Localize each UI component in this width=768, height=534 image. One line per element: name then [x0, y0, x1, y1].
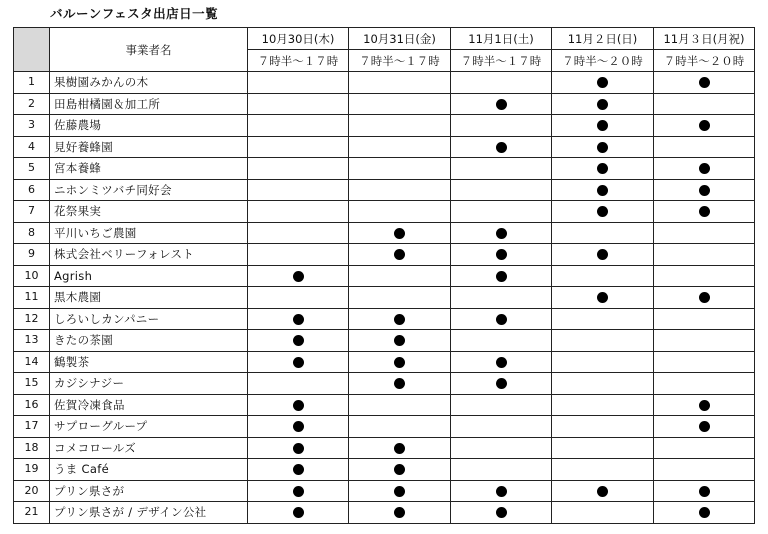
attendance-cell — [654, 308, 755, 330]
vendor-name: ニホンミツバチ同好会 — [50, 179, 248, 201]
attendance-dot-icon — [394, 378, 405, 389]
row-number: 16 — [14, 394, 50, 416]
table-row — [14, 158, 755, 180]
row-number: 14 — [14, 351, 50, 373]
attendance-dot-icon — [496, 271, 507, 282]
name-column-header: 事業者名 — [50, 28, 248, 72]
attendance-cell — [552, 459, 654, 481]
attendance-dot-icon — [597, 292, 608, 303]
vendor-name: 見好養蜂園 — [50, 136, 248, 158]
attendance-cell — [654, 416, 755, 438]
attendance-cell — [451, 416, 552, 438]
attendance-dot-icon — [293, 335, 304, 346]
attendance-cell — [451, 222, 552, 244]
attendance-cell — [552, 179, 654, 201]
attendance-cell — [349, 394, 451, 416]
attendance-cell — [248, 437, 349, 459]
attendance-cell — [654, 72, 755, 94]
attendance-cell — [248, 416, 349, 438]
row-number: 9 — [14, 244, 50, 266]
attendance-dot-icon — [293, 357, 304, 368]
attendance-cell — [552, 136, 654, 158]
row-number: 15 — [14, 373, 50, 395]
attendance-dot-icon — [496, 142, 507, 153]
attendance-dot-icon — [394, 507, 405, 518]
attendance-cell — [248, 136, 349, 158]
attendance-cell — [349, 222, 451, 244]
attendance-cell — [248, 222, 349, 244]
row-number: 13 — [14, 330, 50, 352]
attendance-dot-icon — [699, 400, 710, 411]
attendance-cell — [349, 115, 451, 137]
attendance-cell — [552, 351, 654, 373]
table-row — [14, 72, 755, 94]
attendance-dot-icon — [597, 249, 608, 260]
attendance-cell — [552, 394, 654, 416]
attendance-cell — [654, 115, 755, 137]
row-number: 18 — [14, 437, 50, 459]
attendance-cell — [552, 437, 654, 459]
row-number: 10 — [14, 265, 50, 287]
attendance-cell — [654, 136, 755, 158]
row-number: 12 — [14, 308, 50, 330]
row-number: 1 — [14, 72, 50, 94]
attendance-dot-icon — [597, 206, 608, 217]
attendance-dot-icon — [496, 378, 507, 389]
attendance-cell — [349, 351, 451, 373]
attendance-dot-icon — [394, 249, 405, 260]
row-number: 2 — [14, 93, 50, 115]
table-row — [14, 179, 755, 201]
attendance-dot-icon — [293, 421, 304, 432]
attendance-cell — [552, 72, 654, 94]
vendor-name: 佐藤農場 — [50, 115, 248, 137]
attendance-cell — [552, 502, 654, 524]
header-row — [14, 28, 755, 50]
day-hours-header: ７時半～１７時 — [349, 50, 451, 72]
attendance-cell — [654, 244, 755, 266]
attendance-cell — [248, 93, 349, 115]
attendance-cell — [552, 416, 654, 438]
attendance-cell — [248, 287, 349, 309]
attendance-dot-icon — [394, 443, 405, 454]
table-row — [14, 459, 755, 481]
attendance-cell — [451, 394, 552, 416]
attendance-dot-icon — [496, 357, 507, 368]
attendance-cell — [654, 201, 755, 223]
table-row — [14, 244, 755, 266]
attendance-dot-icon — [293, 314, 304, 325]
attendance-cell — [552, 330, 654, 352]
row-number: 5 — [14, 158, 50, 180]
attendance-dot-icon — [699, 77, 710, 88]
table-row — [14, 222, 755, 244]
attendance-cell — [654, 459, 755, 481]
table-row — [14, 502, 755, 524]
vendor-name: カジシナジー — [50, 373, 248, 395]
row-number: 7 — [14, 201, 50, 223]
vendor-name: 鶴製茶 — [50, 351, 248, 373]
day-date-header: 11月２日(日) — [552, 28, 654, 50]
attendance-cell — [248, 351, 349, 373]
attendance-dot-icon — [496, 486, 507, 497]
vendor-name: しろいしカンパニー — [50, 308, 248, 330]
attendance-cell — [552, 308, 654, 330]
attendance-dot-icon — [293, 400, 304, 411]
attendance-cell — [451, 72, 552, 94]
attendance-cell — [349, 287, 451, 309]
table-row — [14, 480, 755, 502]
attendance-cell — [451, 179, 552, 201]
attendance-cell — [654, 330, 755, 352]
attendance-dot-icon — [394, 228, 405, 239]
day-hours-header: ７時半～２０時 — [654, 50, 755, 72]
vendor-name: サプローグループ — [50, 416, 248, 438]
attendance-dot-icon — [597, 120, 608, 131]
attendance-dot-icon — [496, 99, 507, 110]
day-date-header: 11月1日(土) — [451, 28, 552, 50]
attendance-dot-icon — [293, 443, 304, 454]
attendance-cell — [349, 373, 451, 395]
attendance-cell — [552, 222, 654, 244]
vendor-name: プリン県さが — [50, 480, 248, 502]
row-number: 3 — [14, 115, 50, 137]
table-row — [14, 351, 755, 373]
attendance-cell — [248, 244, 349, 266]
attendance-cell — [349, 158, 451, 180]
attendance-cell — [451, 201, 552, 223]
attendance-cell — [654, 265, 755, 287]
attendance-dot-icon — [293, 271, 304, 282]
attendance-dot-icon — [496, 314, 507, 325]
attendance-cell — [451, 330, 552, 352]
day-hours-header: ７時半～１７時 — [451, 50, 552, 72]
attendance-dot-icon — [597, 163, 608, 174]
day-date-header: 10月30日(木) — [248, 28, 349, 50]
attendance-dot-icon — [597, 99, 608, 110]
attendance-cell — [451, 373, 552, 395]
attendance-cell — [248, 480, 349, 502]
vendor-name: 田島柑橘園＆加工所 — [50, 93, 248, 115]
attendance-cell — [349, 201, 451, 223]
attendance-cell — [552, 373, 654, 395]
table-row — [14, 330, 755, 352]
vendor-name: 株式会社ベリーフォレスト — [50, 244, 248, 266]
attendance-dot-icon — [597, 142, 608, 153]
attendance-cell — [451, 136, 552, 158]
attendance-cell — [248, 502, 349, 524]
attendance-cell — [654, 158, 755, 180]
attendance-cell — [349, 179, 451, 201]
table-row — [14, 437, 755, 459]
vendor-name: 佐賀冷凍食品 — [50, 394, 248, 416]
attendance-cell — [654, 502, 755, 524]
attendance-dot-icon — [496, 228, 507, 239]
attendance-dot-icon — [699, 421, 710, 432]
attendance-cell — [654, 222, 755, 244]
attendance-cell — [451, 308, 552, 330]
table-row — [14, 373, 755, 395]
attendance-cell — [451, 265, 552, 287]
attendance-dot-icon — [597, 77, 608, 88]
attendance-cell — [248, 373, 349, 395]
attendance-cell — [654, 93, 755, 115]
attendance-cell — [451, 502, 552, 524]
attendance-cell — [451, 287, 552, 309]
table-row — [14, 287, 755, 309]
attendance-cell — [552, 201, 654, 223]
attendance-cell — [248, 308, 349, 330]
vendor-name: プリン県さが / デザイン公社 — [50, 502, 248, 524]
day-hours-header: ７時半～２０時 — [552, 50, 654, 72]
row-number: 17 — [14, 416, 50, 438]
attendance-cell — [349, 244, 451, 266]
attendance-cell — [248, 394, 349, 416]
attendance-dot-icon — [394, 357, 405, 368]
vendor-name: 果樹園みかんの木 — [50, 72, 248, 94]
attendance-cell — [552, 265, 654, 287]
page-title: バルーンフェスタ出店日一覧 — [50, 6, 219, 21]
attendance-cell — [654, 179, 755, 201]
schedule-table — [13, 27, 755, 524]
attendance-dot-icon — [597, 486, 608, 497]
table-row — [14, 136, 755, 158]
attendance-cell — [552, 158, 654, 180]
attendance-cell — [654, 373, 755, 395]
vendor-name: Agrish — [50, 265, 248, 287]
row-number: 4 — [14, 136, 50, 158]
attendance-dot-icon — [699, 163, 710, 174]
attendance-cell — [349, 437, 451, 459]
attendance-dot-icon — [496, 507, 507, 518]
attendance-cell — [451, 244, 552, 266]
attendance-dot-icon — [394, 335, 405, 346]
attendance-cell — [654, 437, 755, 459]
vendor-name: うま Café — [50, 459, 248, 481]
attendance-dot-icon — [394, 486, 405, 497]
attendance-cell — [349, 136, 451, 158]
attendance-cell — [451, 158, 552, 180]
attendance-dot-icon — [394, 464, 405, 475]
row-number: 8 — [14, 222, 50, 244]
vendor-name: きたの茶園 — [50, 330, 248, 352]
attendance-dot-icon — [293, 507, 304, 518]
day-hours-header: ７時半～１７時 — [248, 50, 349, 72]
attendance-dot-icon — [597, 185, 608, 196]
attendance-dot-icon — [293, 486, 304, 497]
table-body — [14, 72, 755, 524]
attendance-cell — [248, 115, 349, 137]
attendance-cell — [552, 480, 654, 502]
attendance-dot-icon — [293, 464, 304, 475]
attendance-cell — [248, 265, 349, 287]
attendance-cell — [349, 416, 451, 438]
attendance-cell — [248, 330, 349, 352]
attendance-dot-icon — [699, 486, 710, 497]
table-row — [14, 115, 755, 137]
row-number: 19 — [14, 459, 50, 481]
attendance-cell — [349, 72, 451, 94]
number-column-header — [14, 28, 50, 72]
attendance-cell — [451, 480, 552, 502]
attendance-cell — [451, 93, 552, 115]
vendor-name: 平川いちご農園 — [50, 222, 248, 244]
vendor-name: 黒木農園 — [50, 287, 248, 309]
attendance-cell — [349, 502, 451, 524]
attendance-dot-icon — [699, 185, 710, 196]
attendance-cell — [248, 179, 349, 201]
table-row — [14, 308, 755, 330]
row-number: 21 — [14, 502, 50, 524]
table-row — [14, 93, 755, 115]
table-row — [14, 265, 755, 287]
attendance-cell — [654, 287, 755, 309]
attendance-dot-icon — [699, 206, 710, 217]
attendance-dot-icon — [699, 292, 710, 303]
day-date-header: 11月３日(月祝) — [654, 28, 755, 50]
attendance-cell — [349, 93, 451, 115]
attendance-dot-icon — [699, 507, 710, 518]
attendance-cell — [654, 480, 755, 502]
attendance-cell — [451, 115, 552, 137]
row-number: 20 — [14, 480, 50, 502]
attendance-dot-icon — [394, 314, 405, 325]
attendance-cell — [654, 394, 755, 416]
vendor-name: コメコロールズ — [50, 437, 248, 459]
attendance-cell — [451, 459, 552, 481]
attendance-cell — [349, 459, 451, 481]
vendor-name: 宮本養蜂 — [50, 158, 248, 180]
attendance-cell — [349, 308, 451, 330]
attendance-cell — [552, 115, 654, 137]
day-date-header: 10月31日(金) — [349, 28, 451, 50]
attendance-dot-icon — [496, 249, 507, 260]
table-row — [14, 201, 755, 223]
attendance-cell — [654, 351, 755, 373]
attendance-cell — [349, 330, 451, 352]
vendor-name: 花祭果実 — [50, 201, 248, 223]
table-row — [14, 416, 755, 438]
attendance-cell — [248, 459, 349, 481]
row-number: 6 — [14, 179, 50, 201]
attendance-cell — [552, 244, 654, 266]
attendance-cell — [349, 265, 451, 287]
attendance-dot-icon — [699, 120, 710, 131]
row-number: 11 — [14, 287, 50, 309]
attendance-cell — [349, 480, 451, 502]
attendance-cell — [451, 351, 552, 373]
attendance-cell — [451, 437, 552, 459]
attendance-cell — [552, 287, 654, 309]
table-row — [14, 394, 755, 416]
attendance-cell — [248, 158, 349, 180]
attendance-cell — [552, 93, 654, 115]
attendance-cell — [248, 201, 349, 223]
attendance-cell — [248, 72, 349, 94]
